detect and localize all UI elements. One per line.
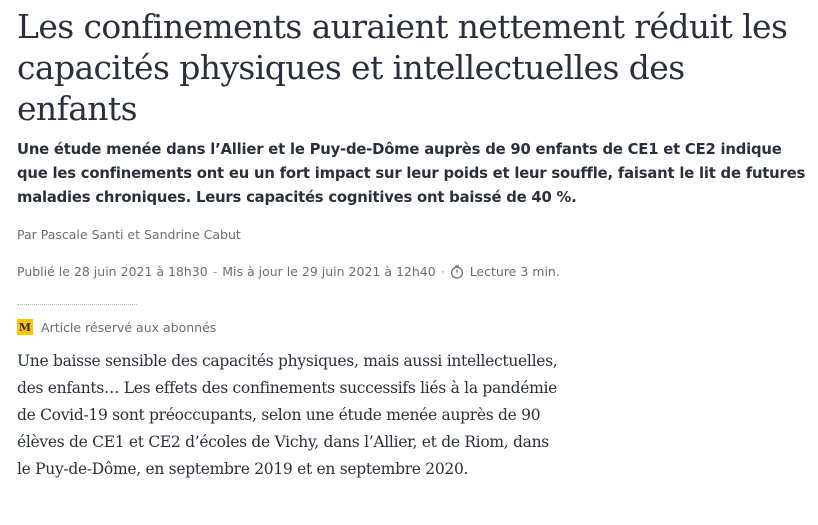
article-title: Les confinements auraient nettement réduit les capacités physiques et intellectuelles des enfants <box>17 7 788 128</box>
meta-divider <box>17 304 137 305</box>
article-body: Une baisse sensible des capacités physiques, mais aussi intellectuelles, des enfants… Les effets des confinements successifs liés à la pandémie de Covid-19 sont préoccupants, selon une étude menée auprès de 90 élèves de CE1 et CE2 d’écoles de Vichy, dans l’Allier, et de Riom, dans le Puy-de-Dôme, en septembre 2019 et en septembre 2020. <box>17 352 558 478</box>
le-monde-badge-icon: M <box>18 320 32 334</box>
byline-text[interactable]: Par Pascale Santi et Sandrine Cabut <box>17 227 241 242</box>
clock-icon <box>450 265 464 279</box>
published-date: Publié le 28 juin 2021 à 18h30 <box>17 264 208 279</box>
article-byline <box>17 227 807 243</box>
article-lede: Une étude menée dans l’Allier et le Puy-de-Dôme auprès de 90 enfants de CE1 et CE2 indique que les confinements ont eu un fort impact sur leur poids et leur souffle, faisant le lit de futures maladies chroniques. Leurs capacités cognitives ont baissé de 40 %. <box>17 141 806 206</box>
article-meta <box>17 264 807 280</box>
meta-separator: - <box>212 264 218 279</box>
premium-label: Article réservé aux abonnés <box>41 319 217 335</box>
reading-time: Lecture 3 min. <box>469 264 560 279</box>
article <box>17 0 807 483</box>
updated-date: Mis à jour le 29 juin 2021 à 12h40 <box>222 264 436 279</box>
premium-notice <box>17 319 807 335</box>
meta-dot: · <box>440 264 445 279</box>
